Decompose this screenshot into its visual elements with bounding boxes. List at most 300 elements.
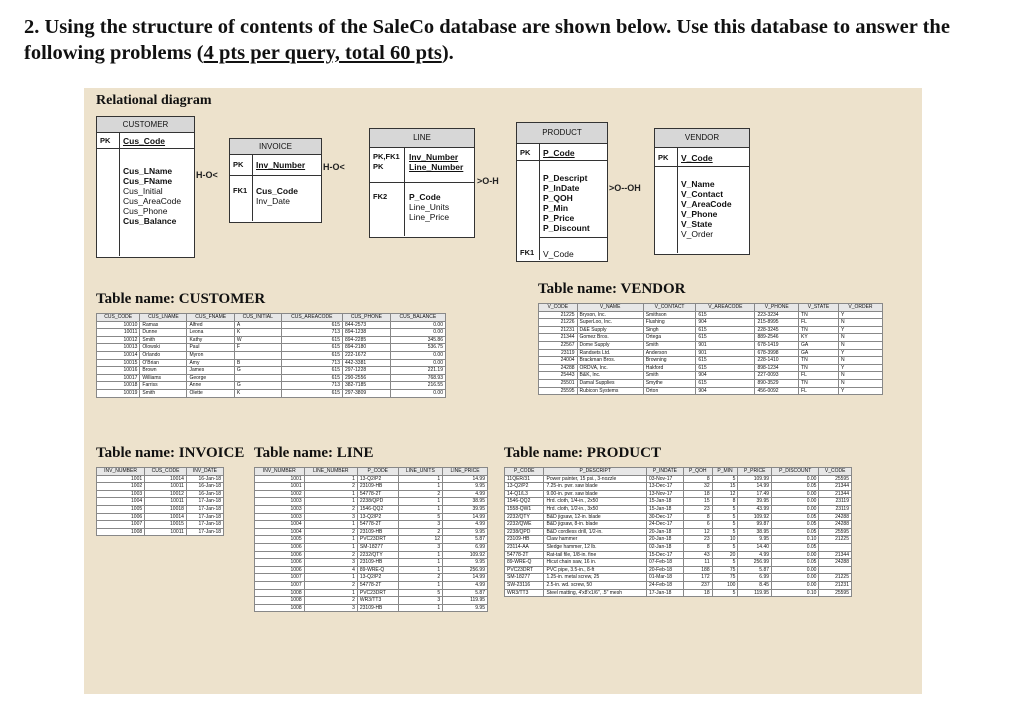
table-cell: 20-Jan-18 [646,536,683,544]
table-cell: 1004 [255,521,305,529]
table-cell: Leona [187,329,234,337]
column-header: V_NAME [577,304,643,312]
table-cell: 119.95 [738,589,772,597]
table-cell: Paul [187,344,234,352]
table-cell: Hicut chain saw, 16 in. [544,559,646,567]
table-cell: 1 [398,475,443,483]
table-cell: 3 [304,559,357,567]
table-cell: 54778-2T [357,490,398,498]
table-cell: 5 [712,543,738,551]
field: Cus_Initial [123,186,163,196]
table-cell: 4.99 [443,581,488,589]
table-cell: 1 [304,543,357,551]
table-cell: 2232/QTY [357,551,398,559]
table-cell: 10 [712,536,738,544]
table-cell: 1 [398,498,443,506]
table-cell: 30-Dec-17 [646,513,683,521]
table-cell: 5.87 [443,536,488,544]
field: V_Phone [681,209,718,219]
table-cell: 228-3245 [755,326,799,334]
field: V_Order [681,229,714,239]
table-header-row [97,468,224,476]
table-cell: N [838,372,882,380]
table-cell: 904 [696,319,755,327]
field: V_AreaCode [681,199,732,209]
table-row [505,581,852,589]
table-row [97,513,224,521]
table-cell: 12 [398,536,443,544]
table-cell: 0.00 [772,475,819,483]
table-row [539,334,883,342]
table-cell: 442-3381 [343,359,391,367]
column-header: V_CODE [819,468,852,476]
field: Line_Price [409,212,450,222]
pk-label: PK [373,162,384,171]
table-cell: WR3/TT3 [505,589,544,597]
table-cell: KY [799,334,839,342]
diagram-title: Relational diagram [96,93,212,108]
table-cell: Farriss [140,382,187,390]
table-cell: 4.99 [738,551,772,559]
table-cell: 24288 [819,559,852,567]
pk-label: PK [520,148,531,157]
table-row [97,498,224,506]
table-cell: 21344 [819,483,852,491]
table-cell: TN [799,364,839,372]
table-cell: 23119 [819,498,852,506]
table-row [505,536,852,544]
table-cell: 75 [712,566,738,574]
table-cell: 2238/QPD [357,498,398,506]
table-cell: 2 [304,505,357,513]
field: Cus_AreaCode [123,196,182,206]
table-cell: 16-Jan-18 [186,490,223,498]
table-cell: B [234,359,281,367]
table-cell: Smith [140,389,187,397]
table-cell: 0.00 [772,574,819,582]
table-cell: 615 [696,326,755,334]
table-cell: 5 [712,505,738,513]
table-cell: GA [799,341,839,349]
table-row [539,357,883,365]
table-cell: 901 [696,349,755,357]
table-cell: 15-Jan-18 [646,498,683,506]
table-cell: 17-Jan-18 [186,528,223,536]
table-row [539,311,883,319]
entity-title: PRODUCT [517,123,607,144]
table-cell: 4.99 [443,490,488,498]
table-cell: 3 [398,521,443,529]
table-cell: 223-3234 [755,311,799,319]
table-cell: 10010 [97,321,140,329]
table-cell [234,374,281,382]
table-cell: 21231 [539,326,578,334]
table-cell: 12 [683,528,712,536]
relationship-product-vendor: >O--OH [609,183,641,193]
table-row [505,475,852,483]
table-cell: 0.05 [772,543,819,551]
table-cell: 615 [696,357,755,365]
field: Cus_Code [256,186,299,196]
line-key: Inv_Number [409,152,459,162]
table-cell: 9.00-in. pwr. saw blade [544,490,646,498]
vendor-table [538,303,883,395]
table-cell: 1007 [255,581,305,589]
field: V_Contact [681,189,724,199]
table-cell: Olette [187,389,234,397]
table-cell: 23109-HB [357,604,398,612]
table-cell: 23 [683,505,712,513]
table-cell: 02-Jan-18 [646,543,683,551]
column-header: CUS_AREACODE [281,314,342,322]
table-cell: 14-Q1/L3 [505,490,544,498]
table-cell: 1 [304,490,357,498]
table-row [255,498,488,506]
table-cell: Brackman Bros. [577,357,643,365]
column-header: V_CONTACT [643,304,696,312]
table-cell: 1 [398,581,443,589]
table-cell: Steel matting, 4'x8'x1/6", .5" mesh [544,589,646,597]
table-cell: Singh [643,326,696,334]
table-cell: 222-1672 [343,351,391,359]
table-cell: 1001 [97,475,145,483]
table-row [97,359,446,367]
table-cell: 1003 [255,498,305,506]
table-cell: 54778-2T [357,521,398,529]
table-cell: 615 [281,344,342,352]
pk-label: PK,FK1 [373,152,400,161]
table-cell: 0.05 [772,483,819,491]
entity-invoice [229,138,322,223]
pk-label: PK [100,136,111,145]
table-cell: 25595 [819,475,852,483]
table-cell: 16-Jan-18 [186,483,223,491]
table-cell: 3 [398,543,443,551]
table-cell: 21225 [539,311,578,319]
table-cell: 10011 [145,483,187,491]
table-cell: 5 [712,559,738,567]
table-cell: 13-Nov-17 [646,490,683,498]
table-row [539,326,883,334]
column-header: CUS_PHONE [343,314,391,322]
table-cell: 20 [712,551,738,559]
table-row [505,505,852,513]
table-cell: 24288 [819,521,852,529]
table-cell: Ramas [140,321,187,329]
table-cell: 38.95 [443,498,488,506]
column-header: LINE_PRICE [443,468,488,476]
table-cell: Amy [187,359,234,367]
table-row [97,367,446,375]
column-header: P_PRICE [738,468,772,476]
table-cell: Damal Supplies [577,379,643,387]
table-header-row [255,468,488,476]
table-cell: 24288 [539,364,578,372]
invoice-key: Inv_Number [256,160,306,170]
table-cell: 15 [712,483,738,491]
table-cell: G [234,382,281,390]
table-cell: 22567 [539,341,578,349]
table-cell: 1004 [255,528,305,536]
table-cell: 615 [696,364,755,372]
table-cell: 5 [398,589,443,597]
table-cell: 1005 [97,505,145,513]
table-row [255,543,488,551]
table-cell: Browning [643,357,696,365]
table-cell: 1002 [255,490,305,498]
table-row [97,505,224,513]
table-row [505,589,852,597]
table-cell: 1003 [255,513,305,521]
table-row [97,521,224,529]
pk-label: PK [233,160,244,169]
table-row [505,528,852,536]
table-cell: 100 [712,581,738,589]
table-cell: 24004 [539,357,578,365]
table-cell: Williams [140,374,187,382]
table-cell: N [838,379,882,387]
table-row [255,597,488,605]
table-cell: 39.95 [443,505,488,513]
column-header: P_CODE [505,468,544,476]
table-cell: 0.00 [772,551,819,559]
table-cell: 1 [304,521,357,529]
field: V_Name [681,179,715,189]
table-cell: 898-1234 [755,364,799,372]
table-cell: 17-Jan-18 [186,505,223,513]
table-cell: 615 [281,351,342,359]
table-cell: 10012 [145,490,187,498]
table-cell: 38.95 [738,528,772,536]
field: P_Descript [543,173,588,183]
table-cell: Brown [140,367,187,375]
field: Cus_FName [123,176,173,186]
table-cell: 10015 [97,359,140,367]
relationship-line-product: >O-H [477,176,499,186]
table-cell: 1008 [255,597,305,605]
table-cell: GA [799,349,839,357]
table-cell: 678-3998 [755,349,799,357]
table-cell: 904 [696,372,755,380]
table-cell: TN [799,311,839,319]
table-row [255,528,488,536]
table-cell: 713 [281,382,342,390]
table-cell: 11 [683,559,712,567]
table-cell: Orton [643,387,696,395]
table-row [505,574,852,582]
table-cell: 5 [712,475,738,483]
question-text [24,14,1004,66]
table-cell: 13-Q2/P2 [357,574,398,582]
table-cell: 25443 [539,372,578,380]
entity-title: LINE [370,129,474,148]
table-cell: 290-2556 [343,374,391,382]
table-cell: 0.05 [772,513,819,521]
table-cell: 21226 [539,319,578,327]
table-cell: 25595 [819,528,852,536]
table-cell: 11QER/31 [505,475,544,483]
table-cell: 3 [398,597,443,605]
table-row [255,490,488,498]
table-row [97,374,446,382]
relationship-invoice-line: H-O< [323,162,345,172]
table-cell: Orlando [140,351,187,359]
entity-vendor [654,128,750,255]
table-cell: 24-Feb-18 [646,581,683,589]
table-cell: 256.99 [443,566,488,574]
table-row [255,589,488,597]
table-cell: PVC23DRT [357,536,398,544]
table-cell: 6.99 [738,574,772,582]
table-cell: 297-3809 [343,389,391,397]
table-row [255,604,488,612]
field: Cus_Balance [123,216,177,226]
table-cell: 0.05 [772,559,819,567]
table-cell: 1003 [255,505,305,513]
field: V_State [681,219,713,229]
table-cell: 228-1410 [755,357,799,365]
field: P_QOH [543,193,573,203]
table-cell: 10011 [97,329,140,337]
table-cell: 1558-QW1 [505,505,544,513]
entity-product [516,122,608,262]
table-row [505,490,852,498]
table-cell: Gomez Bros. [577,334,643,342]
table-row [505,483,852,491]
table-cell: 07-Feb-18 [646,559,683,567]
table-cell: Myron [187,351,234,359]
table-row [255,505,488,513]
table-cell: 21344 [819,551,852,559]
table-row [97,329,446,337]
table-cell: 10014 [145,513,187,521]
table-cell: 25595 [819,589,852,597]
table-cell: 2 [304,483,357,491]
table-cell: Y [838,311,882,319]
table-cell: 1 [304,475,357,483]
table-row [539,341,883,349]
table-cell: 17-Jan-18 [186,498,223,506]
column-header: CUS_INITIAL [234,314,281,322]
table-cell: 14.99 [443,574,488,582]
table-row [505,498,852,506]
table-cell: 844-2573 [343,321,391,329]
table-row [255,559,488,567]
table-cell: 256.99 [738,559,772,567]
table-cell: 1008 [255,589,305,597]
table-cell: 172 [683,574,712,582]
column-header: V_AREACODE [696,304,755,312]
table-cell: 17-Jan-18 [646,589,683,597]
table-cell: 0.10 [772,589,819,597]
table-cell: 1006 [97,513,145,521]
table-cell: K [234,389,281,397]
table-cell: 10014 [97,351,140,359]
customer-table-title: Table name: CUSTOMER [96,291,266,307]
table-cell: 615 [281,389,342,397]
table-cell: 1 [304,589,357,597]
table-cell: 9.95 [443,559,488,567]
table-cell: 4.99 [443,521,488,529]
table-cell: 43.99 [738,505,772,513]
table-cell: 21225 [819,574,852,582]
column-header: LINE_NUMBER [304,468,357,476]
table-row [539,387,883,395]
table-cell: 24-Dec-17 [646,521,683,529]
table-cell: 21344 [539,334,578,342]
table-cell: 2238/QPD [505,528,544,536]
table-cell: 382-7185 [343,382,391,390]
table-cell: 13-Dec-17 [646,483,683,491]
table-cell: TN [799,379,839,387]
table-cell: 1006 [255,559,305,567]
table-cell: 15-Jan-18 [646,505,683,513]
table-cell: PVC23DRT [505,566,544,574]
table-cell: 615 [696,334,755,342]
column-header: INV_DATE [186,468,223,476]
table-cell: 39.95 [738,498,772,506]
column-header: V_PHONE [755,304,799,312]
table-header-row [505,468,852,476]
column-header: CUS_CODE [145,468,187,476]
table-cell: PVC pipe, 3.5-in., 8-ft [544,566,646,574]
table-cell: 1546-QQ2 [505,498,544,506]
pk-label: PK [658,153,669,162]
column-header: P_MIN [712,468,738,476]
table-cell: Alfred [187,321,234,329]
table-cell: 5 [712,513,738,521]
table-cell: 0.00 [772,490,819,498]
table-cell: 8 [683,543,712,551]
fk-label: FK1 [233,186,248,195]
table-row [97,382,446,390]
table-cell: Y [838,326,882,334]
table-cell: K [234,329,281,337]
table-cell: 13-Q2/P2 [505,483,544,491]
table-cell: 8 [683,475,712,483]
table-cell: 1 [398,604,443,612]
table-cell: 25501 [539,379,578,387]
table-cell: 14.99 [443,513,488,521]
table-cell: 889-2546 [755,334,799,342]
table-cell: 0.00 [390,359,445,367]
table-cell [819,566,852,574]
table-cell: 20-Jan-18 [646,528,683,536]
table-cell: N [838,357,882,365]
table-cell: 6 [683,521,712,529]
column-header: V_ORDER [838,304,882,312]
table-cell: W [234,336,281,344]
table-cell: 23 [683,536,712,544]
table-cell: 2 [304,528,357,536]
table-cell: 2 [398,528,443,536]
table-cell: Flushing [643,319,696,327]
table-row [97,528,224,536]
question-body: . Using the structure of contents of the SaleCo database are shown below. Use this database to answer the following problems ( [24,16,950,64]
table-cell: 17.49 [738,490,772,498]
table-cell: Hrd. cloth, 1/2-in., 3x50 [544,505,646,513]
table-cell: Y [838,364,882,372]
table-cell: 0.00 [390,329,445,337]
table-cell: 9.95 [443,604,488,612]
table-cell: 894-2180 [343,344,391,352]
table-cell: B&K, Inc. [577,372,643,380]
table-cell: 8.45 [738,581,772,589]
table-cell: 221.19 [390,367,445,375]
table-cell: 1004 [97,498,145,506]
table-row [97,490,224,498]
table-cell: 615 [696,379,755,387]
